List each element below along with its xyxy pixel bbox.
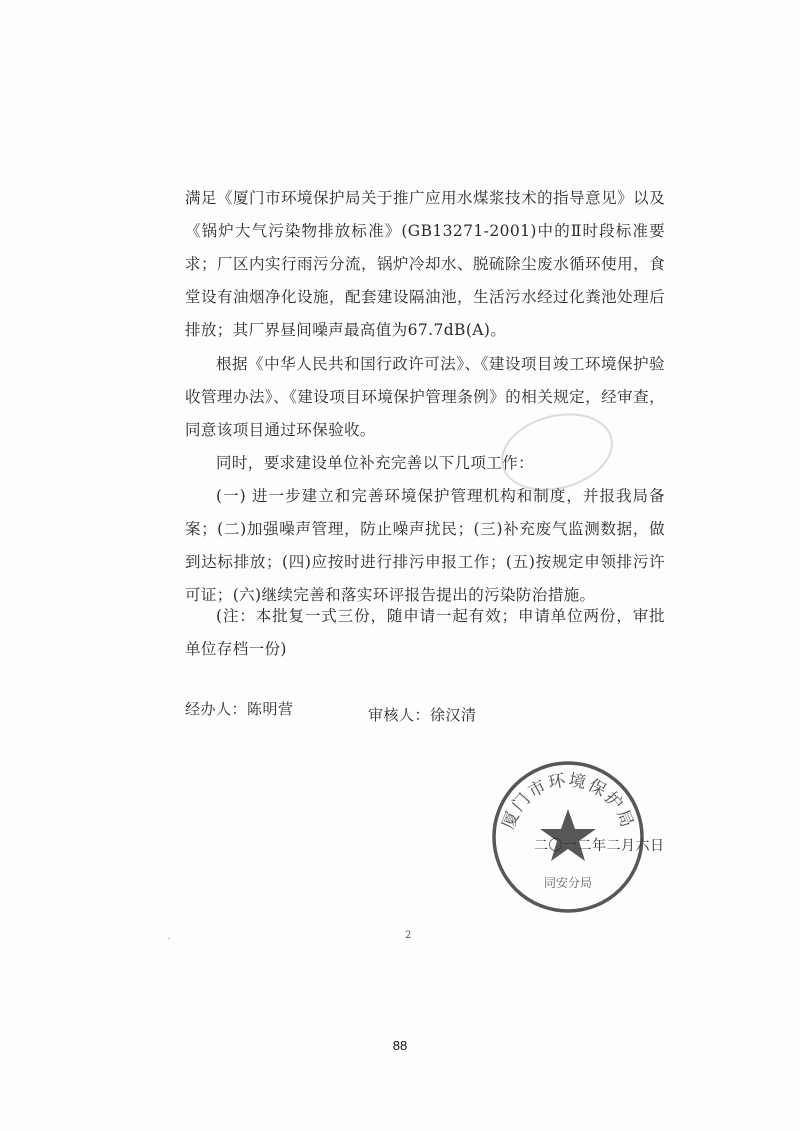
inner-page-number: 2 xyxy=(405,930,412,941)
page-number: 88 xyxy=(392,1038,408,1053)
paragraph-requirements-intro: 同时，要求建设单位补充完善以下几项工作： xyxy=(216,454,535,472)
reviewer-signature: 审核人：徐汉清 xyxy=(368,706,477,724)
scan-mark: ˊ xyxy=(166,938,171,949)
handler-signature: 经办人：陈明营 xyxy=(185,700,294,718)
paragraph-legal-basis: 根据《中华人民共和国行政许可法》、《建设项目竣工环境保护验收管理办法》、《建设项目环境保护管理条例》的相关规定，经审查，同意该项目通过环保验收。 xyxy=(185,355,665,439)
svg-text:同安分局: 同安分局 xyxy=(543,876,593,890)
svg-text:厦门市环境保护局: 厦门市环境保护局 xyxy=(498,770,638,833)
approval-date: 二〇一二年二月六日 xyxy=(534,838,665,854)
paragraph-note: (注：本批复一式三份，随申请一起有效；申请单位两份，审批单位存档一份) xyxy=(185,607,665,658)
paragraph-requirements-list: (一) 进一步建立和完善环境保护管理机构和制度，并报我局备案；(二)加强噪声管理，防止噪声扰民；(三)补充废气监测数据，做到达标排放；(四)应按时进行排污申报工作；(五)按规定申领排污许可证；(六)继续完善和落实环评报告提出的污染防治措施。 xyxy=(185,487,665,604)
paragraph-standards: 满足《厦门市环境保护局关于推广应用水煤浆技术的指导意见》以及《锅炉大气污染物排放标准》(GB13271-2001)中的Ⅱ时段标准要求；厂区内实行雨污分流，锅炉冷却水、脱硫除尘废水循环使用，食堂设有油烟净化设施，配套建设隔油池，生活污水经过化粪池处理后排放；其厂界昼间噪声最高值为67.7dB(A)。 xyxy=(185,189,665,339)
